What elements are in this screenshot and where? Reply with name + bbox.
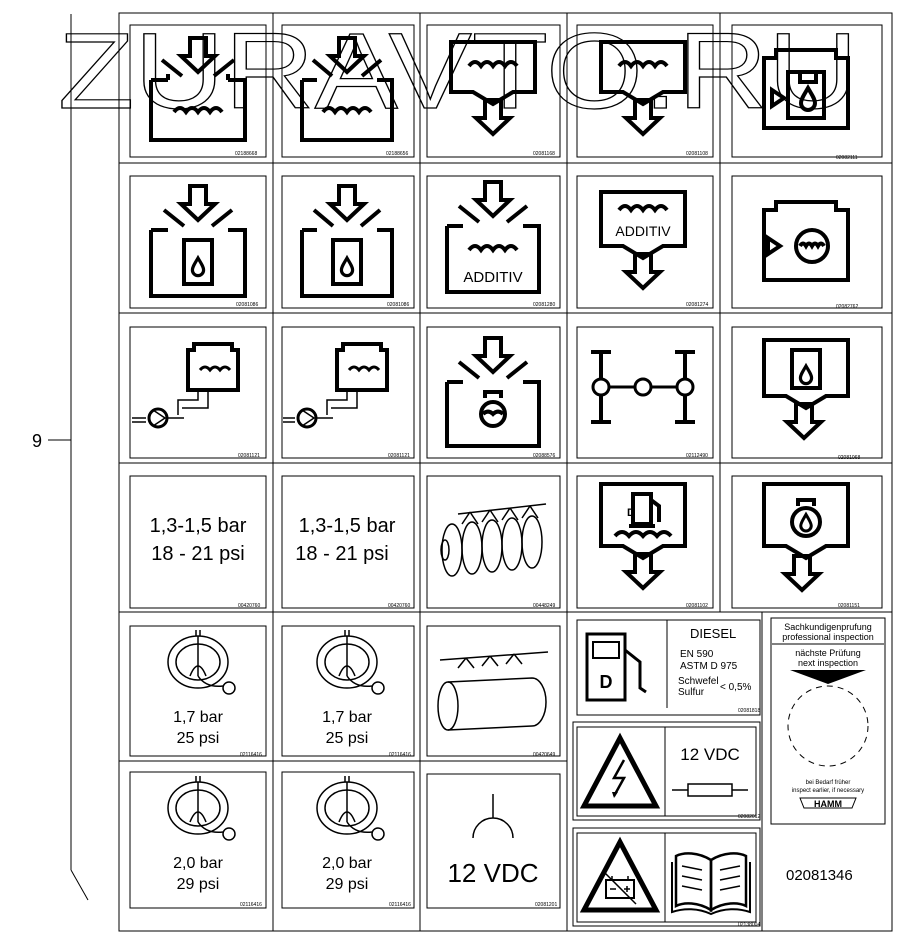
svg-text:Schwefel: Schwefel xyxy=(678,676,719,687)
svg-text:Sachkundigenprufung: Sachkundigenprufung xyxy=(784,622,872,632)
label-engine-oil-tank xyxy=(732,176,882,310)
svg-text:1,3-1,5 bar: 1,3-1,5 bar xyxy=(298,515,396,537)
svg-text:02081121: 02081121 xyxy=(238,453,260,459)
svg-text:29 psi: 29 psi xyxy=(176,876,220,893)
svg-text:02081151: 02081151 xyxy=(838,603,860,609)
svg-text:00420760: 00420760 xyxy=(238,603,261,609)
svg-text:02116416: 02116416 xyxy=(240,752,262,758)
diesel-pump-d: D xyxy=(599,672,613,692)
label-fill-engine-oil xyxy=(427,327,560,459)
svg-text:02116416: 02116416 xyxy=(240,902,262,908)
svg-text:02081068: 02081068 xyxy=(838,455,861,461)
label-drain-engine-oil xyxy=(732,476,882,609)
svg-text:next inspection: next inspection xyxy=(797,658,859,668)
callout-tail xyxy=(71,870,88,900)
callout-number: 9 xyxy=(32,431,43,451)
svg-text:professional inspection: professional inspection xyxy=(782,632,874,642)
svg-text:02081274: 02081274 xyxy=(686,302,709,308)
label-tire-inflation-2b xyxy=(282,772,414,908)
svg-text:02082012: 02082012 xyxy=(738,814,761,820)
label-drain-diesel xyxy=(577,476,713,609)
svg-text:02081086: 02081086 xyxy=(236,302,259,308)
label-coolant-pump-2 xyxy=(282,327,414,459)
label-spray-drums xyxy=(427,476,560,609)
svg-text:ASTM D 975: ASTM D 975 xyxy=(680,661,738,672)
svg-text:inspect earlier, if necessary: inspect earlier, if necessary xyxy=(791,788,865,794)
svg-text:02188668: 02188668 xyxy=(235,151,258,157)
svg-text:2,0 bar: 2,0 bar xyxy=(173,855,223,872)
label-diesel-fuel-spec xyxy=(577,620,760,715)
svg-text:2,0 bar: 2,0 bar xyxy=(322,855,372,872)
svg-text:00420760: 00420760 xyxy=(388,603,411,609)
svg-text:02112490: 02112490 xyxy=(686,453,708,459)
label-fill-additiv xyxy=(427,176,560,308)
svg-text:bei Bedarf früher: bei Bedarf früher xyxy=(805,780,851,786)
label-fill-fuel-1 xyxy=(130,176,266,308)
svg-text:02081280: 02081280 xyxy=(533,302,556,308)
svg-text:25 psi: 25 psi xyxy=(325,730,369,747)
svg-text:nächste Prüfung: nächste Prüfung xyxy=(795,648,861,658)
label-tire-inflation-2a xyxy=(130,772,266,908)
svg-text:12 VDC: 12 VDC xyxy=(447,858,539,888)
sheet-part-number: 02081346 xyxy=(786,867,853,884)
svg-text:EN 590: EN 590 xyxy=(680,649,714,660)
svg-text:02081168: 02081168 xyxy=(533,151,555,157)
label-tire-inflation-1a xyxy=(130,626,266,758)
svg-text:00448249: 00448249 xyxy=(533,603,556,609)
label-12vdc-socket xyxy=(427,774,560,908)
label-battery-manual xyxy=(573,828,760,928)
diesel-title: DIESEL xyxy=(690,626,737,641)
svg-text:00420649: 00420649 xyxy=(533,752,556,758)
vdc-hazard-label: 12 VDC xyxy=(680,745,740,764)
svg-text:02081086: 02081086 xyxy=(387,302,410,308)
label-tire-inflation-1b xyxy=(282,626,414,758)
svg-text:02088576: 02088576 xyxy=(533,453,556,459)
svg-text:02081121: 02081121 xyxy=(388,453,410,459)
svg-text:02081108: 02081108 xyxy=(686,151,708,157)
svg-text:18 - 21 psi: 18 - 21 psi xyxy=(295,543,389,565)
label-drain-hydraulic-oil xyxy=(732,327,882,461)
svg-text:Sulfur: Sulfur xyxy=(678,687,705,698)
watermark: ZURAVTO.RU xyxy=(58,10,858,131)
label-spray-tank xyxy=(427,626,560,758)
svg-text:29 psi: 29 psi xyxy=(325,876,369,893)
svg-text:1,3-1,5 bar: 1,3-1,5 bar xyxy=(149,515,247,537)
svg-text:02138004: 02138004 xyxy=(738,922,761,928)
svg-text:02081201: 02081201 xyxy=(535,902,558,908)
svg-text:02082762: 02082762 xyxy=(836,304,859,310)
svg-text:02116416: 02116416 xyxy=(389,902,411,908)
svg-text:02082111: 02082111 xyxy=(836,155,858,161)
svg-text:02116416: 02116416 xyxy=(389,752,411,758)
label-axle-drive xyxy=(577,327,713,459)
label-electrical-hazard xyxy=(573,722,760,820)
label-coolant-pump-1 xyxy=(130,327,266,459)
svg-text:02188656: 02188656 xyxy=(386,151,409,157)
svg-text:1,7 bar: 1,7 bar xyxy=(322,709,372,726)
svg-text:1,7 bar: 1,7 bar xyxy=(173,709,223,726)
additiv-label: ADDITIV xyxy=(463,269,523,286)
label-tire-pressure-1 xyxy=(130,476,266,609)
svg-text:02081102: 02081102 xyxy=(686,603,708,609)
label-fill-fuel-2 xyxy=(282,176,414,308)
label-tire-pressure-2 xyxy=(282,476,414,609)
svg-text:< 0,5%: < 0,5% xyxy=(720,682,752,693)
label-drain-additiv xyxy=(577,176,713,308)
svg-text:25 psi: 25 psi xyxy=(176,730,220,747)
svg-text:02081818: 02081818 xyxy=(738,708,761,714)
diesel-d-small: D xyxy=(627,507,635,519)
svg-text:18 - 21 psi: 18 - 21 psi xyxy=(151,543,245,565)
additiv-drain-label: ADDITIV xyxy=(615,223,671,239)
hamm-logo: HAMM xyxy=(814,799,842,809)
label-professional-inspection xyxy=(771,618,885,824)
